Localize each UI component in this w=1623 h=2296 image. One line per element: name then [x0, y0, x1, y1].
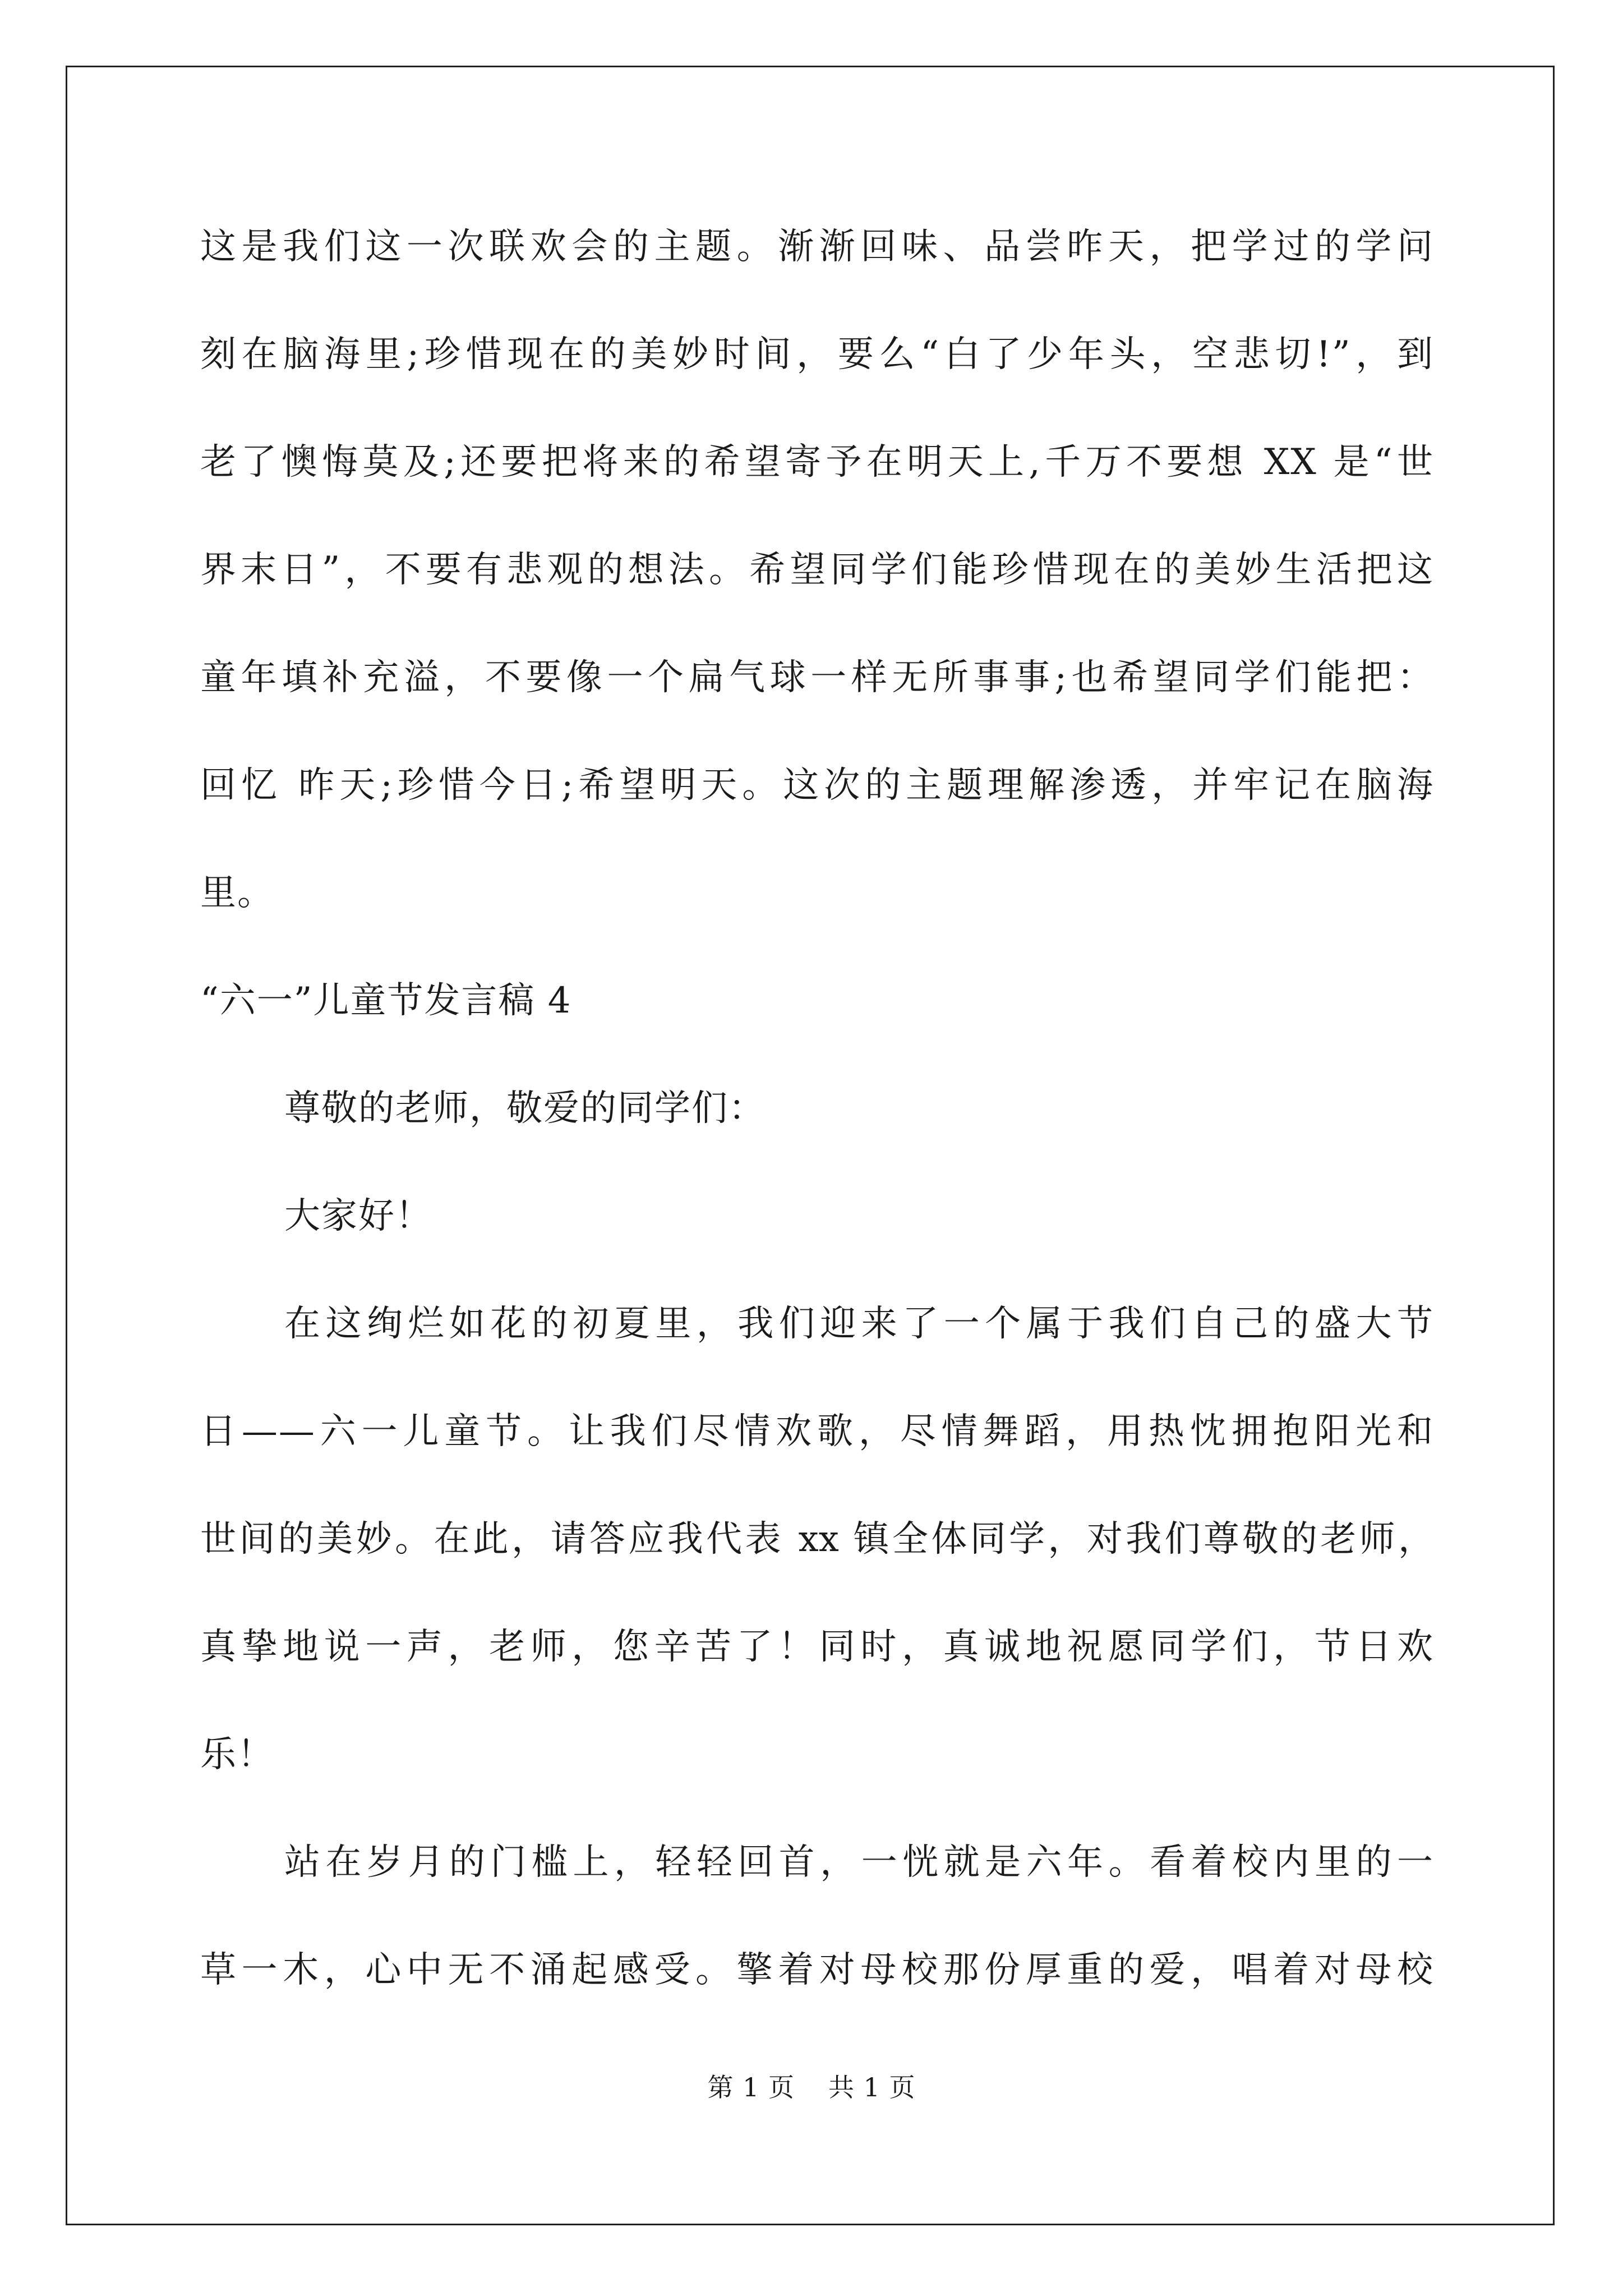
salutation: 尊敬的老师，敬爱的同学们： — [284, 1088, 766, 1129]
paragraph-line: 刻在脑海里;珍惜现在的美妙时间，要么“白了少年头，空悲切!”，到 — [200, 334, 1434, 375]
paragraph-line: 乐！ — [200, 1734, 274, 1775]
total-page-count: 共 1 页 — [828, 2072, 916, 2102]
section-heading: “六一”儿童节发言稿 4 — [200, 980, 572, 1022]
paragraph-line: 日——六一儿童节。让我们尽情欢歌，尽情舞蹈，用热忱拥抱阳光和 — [200, 1411, 1434, 1452]
greeting: 大家好！ — [284, 1195, 432, 1237]
paragraph-line: 这是我们这一次联欢会的主题。渐渐回味、品尝昨天，把学过的学问 — [200, 226, 1434, 268]
page-footer — [0, 2067, 1623, 2104]
paragraph-line: 真挚地说一声，老师，您辛苦了！同时，真诚地祝愿同学们，节日欢 — [200, 1626, 1434, 1668]
paragraph-line: 站在岁月的门槛上，轻轻回首，一恍就是六年。看着校内里的一 — [284, 1842, 1434, 1883]
current-page-number: 第 1 页 — [707, 2072, 795, 2102]
paragraph-line: 在这绚烂如花的初夏里，我们迎来了一个属于我们自己的盛大节 — [284, 1303, 1434, 1345]
document-body — [200, 202, 1434, 2033]
paragraph-line: 界末日”，不要有悲观的想法。希望同学们能珍惜现在的美妙生活把这 — [200, 549, 1434, 591]
paragraph-line: 老了懊悔莫及;还要把将来的希望寄予在明天上,千万不要想 XX 是“世 — [200, 441, 1434, 483]
paragraph-line: 回忆 昨天;珍惜今日;希望明天。这次的主题理解渗透，并牢记在脑海 — [200, 765, 1434, 806]
paragraph-line: 世间的美妙。在此，请答应我代表 xx 镇全体同学，对我们尊敬的老师， — [200, 1519, 1434, 1560]
paragraph-line: 草一木，心中无不涌起感受。擎着对母校那份厚重的爱，唱着对母校 — [200, 1949, 1434, 1991]
paragraph-line: 童年填补充溢，不要像一个扁气球一样无所事事;也希望同学们能把： — [200, 657, 1434, 698]
paragraph-line: 里。 — [200, 872, 274, 914]
